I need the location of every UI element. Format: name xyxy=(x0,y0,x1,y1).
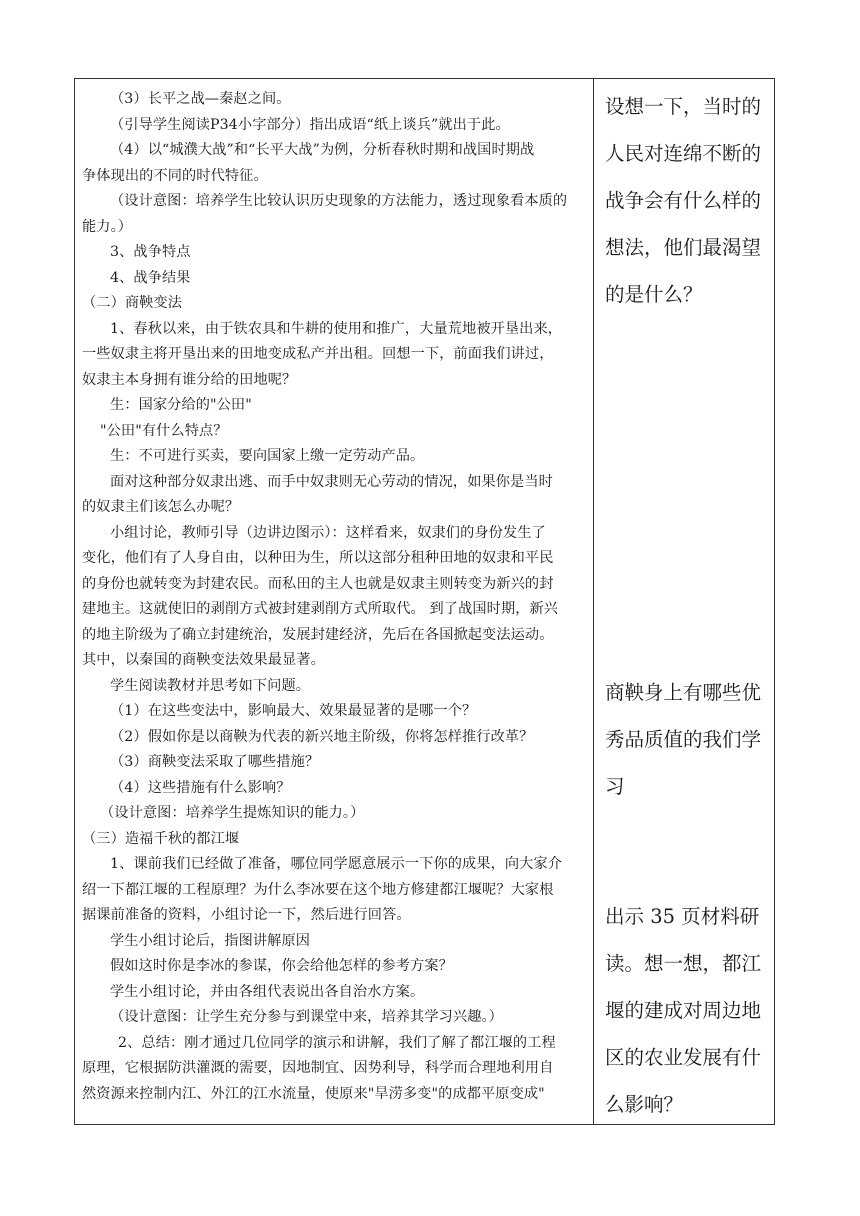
text-line: 原理，它根据防洪灌溉的需要，因地制宜、因势利导，科学而合理地利用自 xyxy=(82,1060,554,1076)
text-line: "公田"有什么特点？ xyxy=(100,422,228,439)
text-line: 小组讨论，教师引导（边讲边图示）：这样看来，奴隶们的身份发生了 xyxy=(110,524,546,541)
text-line: 能力。） xyxy=(82,218,133,235)
side-note-war: 设想一下，当时的 人民对连绵不断的 战争会有什么样的 想法，他们最渴望 的是什么？ xyxy=(605,95,762,306)
text-line: 1、课前我们已经做了准备，哪位同学愿意展示一下你的成果，向大家介 xyxy=(110,856,563,872)
text-line: （1）在这些变法中，影响最大、效果最显著的是哪一个？ xyxy=(110,703,477,719)
text-line: 争体现出的不同的时代特征。 xyxy=(82,167,268,184)
text-line: （2）假如你是以商鞅为代表的新兴地主阶级，你将怎样推行改革？ xyxy=(110,728,534,745)
text-line: （4）这些措施有什么影响？ xyxy=(110,779,291,796)
text-line: 学生阅读教材并思考如下问题。 xyxy=(110,677,311,694)
column-divider xyxy=(593,79,594,1124)
section-heading: （二）商鞅变法 xyxy=(82,295,183,311)
text-line: 面对这种部分奴隶出逃、而手中奴隶则无心劳动的情况，如果你是当时 xyxy=(110,473,553,490)
text-line: （引导学生阅读P34小字部分）指出成语“纸上谈兵”就出于此。 xyxy=(110,116,510,133)
text-line: （4）以“城濮大战”和“长平大战”为例，分析春秋时期和战国时期战 xyxy=(110,142,535,158)
text-line: 然资源来控制内江、外江的江水流量，使原来"旱涝多变"的成都平原变成" xyxy=(82,1085,545,1102)
text-line: （设计意图：培养学生比较认识历史现象的方法能力，透过现象看本质的 xyxy=(110,193,568,209)
text-line: （设计意图：让学生充分参与到课堂中来，培养其学习兴趣。） xyxy=(110,1009,503,1025)
text-line: 学生小组讨论，并由各组代表说出各自治水方案。 xyxy=(110,983,425,1000)
side-note-shang-yang: 商鞅身上有哪些优 秀品质值的我们学 习 xyxy=(605,681,762,798)
text-line: 的地主阶级为了确立封建统治，发展封建经济，先后在各国掀起变法运动。 xyxy=(82,626,554,643)
text-line: 假如这时你是李冰的参谋，你会给他怎样的参考方案？ xyxy=(110,958,453,974)
text-line: （3）商鞅变法采取了哪些措施？ xyxy=(110,754,320,770)
text-line: 3、战争特点 xyxy=(110,244,191,260)
text-line: 据课前准备的资料，小组讨论一下，然后进行回答。 xyxy=(82,907,411,923)
side-note-dujiangyan: 出示 35 页材料研 读。想一想，都江 堰的建成对周边地 区的农业发展有什 么影响？ xyxy=(605,905,762,1116)
text-line: 奴隶主本身拥有谁分给的田地呢？ xyxy=(82,371,297,388)
text-line: 生：国家分给的"公田" xyxy=(110,397,252,413)
text-line: 1、春秋以来，由于铁农具和牛耕的使用和推广，大量荒地被开垦出来， xyxy=(110,320,563,337)
lesson-plan-table xyxy=(74,78,775,1125)
text-line: 4、战争结果 xyxy=(110,269,191,286)
text-line: （设计意图：培养学生提炼知识的能力。） xyxy=(100,805,365,821)
text-line: 绍一下都江堰的工程原理？为什么李冰要在这个地方修建都江堰呢？大家根 xyxy=(82,881,554,898)
text-line: （3）长平之战—秦赵之间。 xyxy=(110,91,291,107)
text-line: 其中，以秦国的商鞅变法效果最显著。 xyxy=(82,652,325,668)
text-line: 的奴隶主们该怎么办呢？ xyxy=(82,499,240,515)
text-line: 一些奴隶主将开垦出来的田地变成私产并出租。回想一下，前面我们讲过， xyxy=(82,346,554,362)
section-heading: （三）造福千秋的都江堰 xyxy=(82,830,240,847)
text-line: 学生小组讨论后，指图讲解原因 xyxy=(110,932,311,949)
text-line: 2、总结：刚才通过几位同学的演示和讲解，我们了解了都江堰的工程 xyxy=(118,1034,556,1051)
text-line: 的身份也就转变为封建农民。而私田的主人也就是奴隶主则转变为新兴的封 xyxy=(82,575,554,592)
text-line: 生：不可进行买卖，要向国家上缴一定劳动产品。 xyxy=(110,448,425,464)
text-line: 建地主。这就使旧的剥削方式被封建剥削方式所取代。 到了战国时期，新兴 xyxy=(82,601,559,617)
text-line: 变化，他们有了人身自由，以种田为生，所以这部分租种田地的奴隶和平民 xyxy=(82,550,554,566)
